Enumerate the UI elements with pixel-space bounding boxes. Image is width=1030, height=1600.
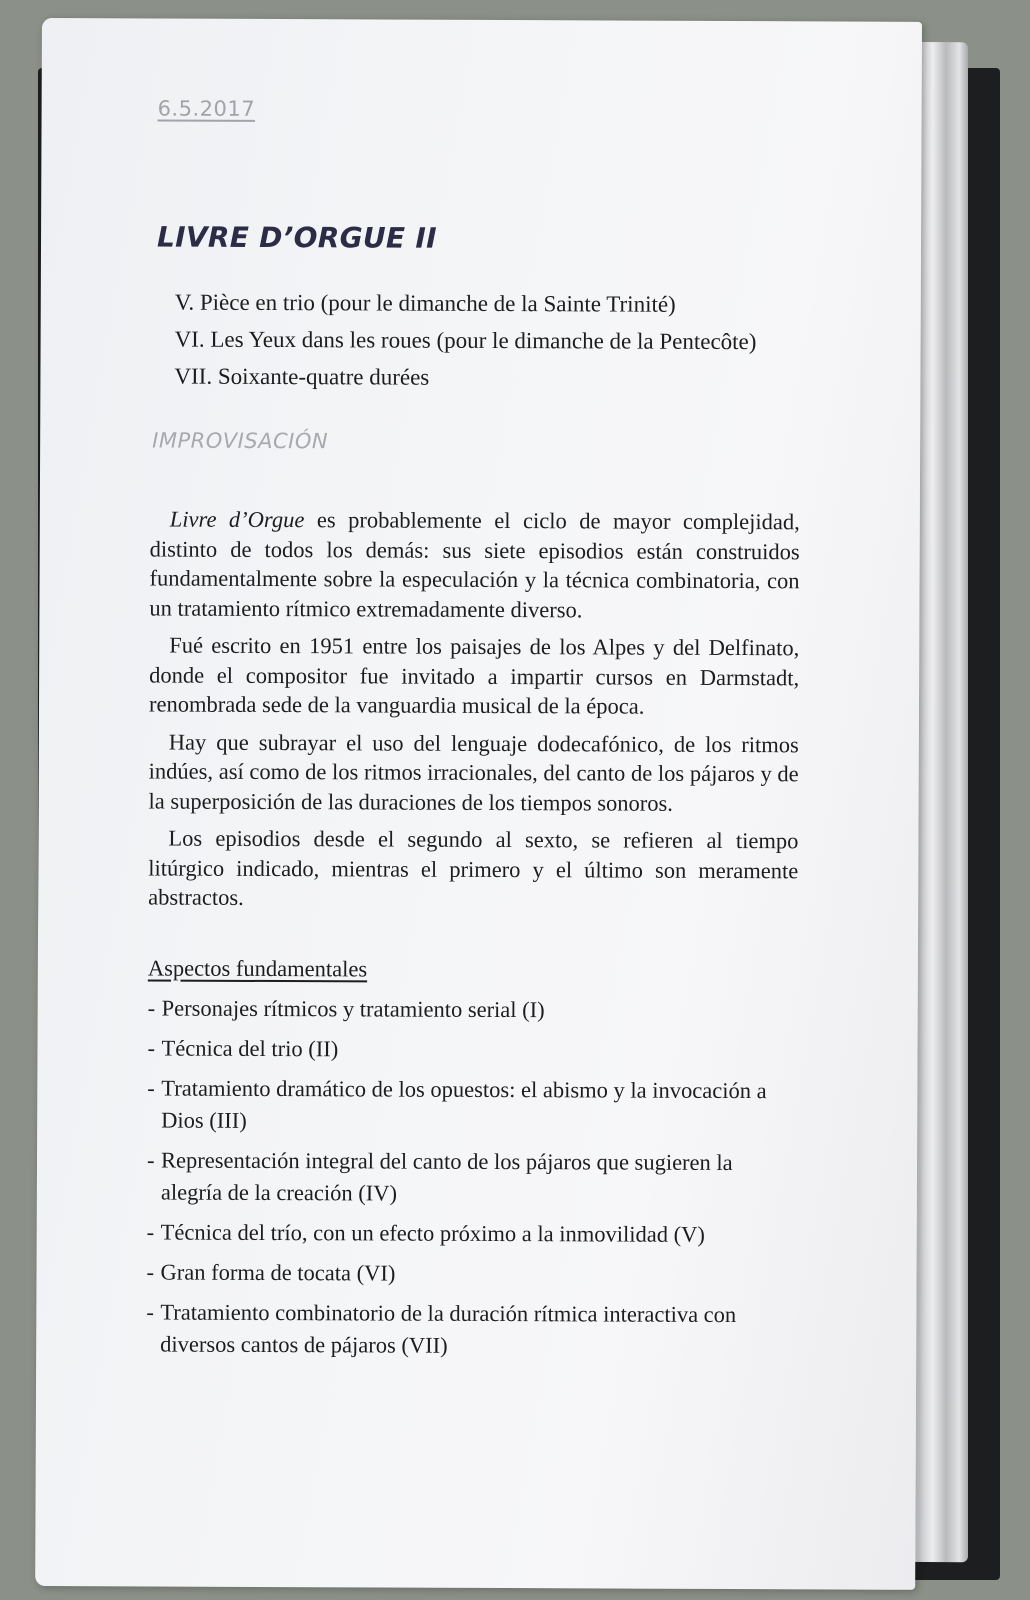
aspect-item: - Personajes rítmicos y tratamiento serial (I) bbox=[148, 992, 768, 1027]
concert-date: 6.5.2017 bbox=[157, 96, 256, 121]
movement-item: VI. Les Yeux dans les roues (pour le dimanche de la Pentecôte) bbox=[174, 326, 757, 355]
work-title-italic: Livre d’Orgue bbox=[169, 506, 305, 533]
paragraph: Hay que subrayar el uso del lenguaje dodecafónico, de los ritmos indúes, así como de los ritmos irracionales, del canto de los pájaros y de la superposición de las duraciones de los tiempos sonoros. bbox=[148, 729, 799, 816]
aspect-item: - Técnica del trio (II) bbox=[147, 1032, 767, 1067]
aspect-item: - Tratamiento combinatorio de la duración rítmica interactiva con diversos cantos de pájaros (VII) bbox=[146, 1296, 766, 1363]
paragraph-text: es probablemente el ciclo de mayor complejidad, distinto de todos los demás: sus siete episodios están construidos fundamentalmente sobre la especulación y la técnica combinatoria, con un tratamiento rítmico extremadamente diverso. bbox=[149, 507, 800, 622]
aspect-item: - Gran forma de tocata (VI) bbox=[146, 1256, 766, 1291]
paragraph: Los episodios desde el segundo al sexto, se refieren al tiempo litúrgico indicado, mientras el primero y el último son meramente abstractos. bbox=[148, 825, 799, 910]
paragraph bbox=[149, 504, 800, 625]
aspects-list bbox=[146, 992, 768, 1363]
improvisation-label: IMPROVISACIÓN bbox=[152, 428, 329, 454]
aspect-item: - Tratamiento dramático de los opuestos: el abismo y la invocación a Dios (III) bbox=[147, 1072, 767, 1139]
movement-item: VII. Soixante-quatre durées bbox=[174, 363, 430, 390]
movement-item: V. Pièce en trio (pour le dimanche de la Sainte Trinité) bbox=[174, 289, 676, 317]
page-content bbox=[146, 96, 802, 1370]
booklet-page bbox=[35, 18, 922, 1590]
program-notes bbox=[148, 504, 800, 914]
aspect-item: - Representación integral del canto de los pájaros que sugieren la alegría de la creación (IV) bbox=[147, 1144, 767, 1211]
aspects-section bbox=[146, 952, 798, 1363]
paragraph: Fué escrito en 1951 entre los paisajes de los Alpes y del Delfinato, donde el compositor fue invitado a impartir cursos en Darmstadt, renombrada sede de la vanguardia musical de la época. bbox=[148, 632, 800, 719]
program-title: LIVRE D’ORGUE II bbox=[156, 220, 437, 255]
movement-list bbox=[174, 284, 800, 398]
aspects-heading: Aspectos fundamentales bbox=[147, 954, 368, 981]
aspect-item: - Técnica del trío, con un efecto próximo a la inmovilidad (V) bbox=[147, 1216, 767, 1251]
